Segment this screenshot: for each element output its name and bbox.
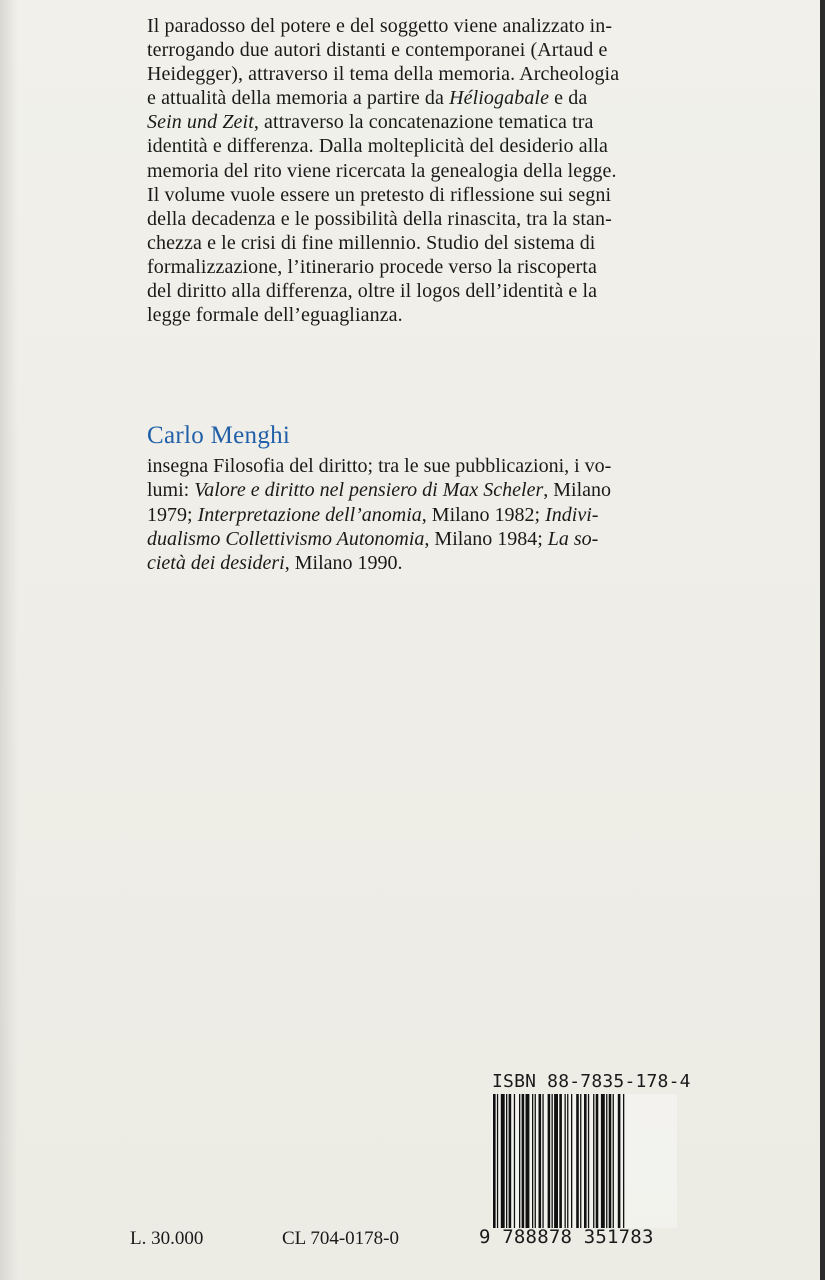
blurb-line: identità e differenza. Dalla molteplicità del desiderio alla	[147, 135, 608, 158]
bio-book-title: Interpretazione dell’anomia	[197, 503, 422, 526]
barcode-bar	[548, 1094, 551, 1228]
barcode-bar	[580, 1094, 581, 1228]
barcode-bar	[542, 1094, 543, 1228]
bio-text: 1979;	[147, 503, 198, 526]
blurb-text: e attualità della memoria a partire da	[147, 87, 450, 110]
barcode-bar	[596, 1094, 599, 1228]
price: L. 30.000	[130, 1228, 204, 1249]
ean-digits: 9 788878 351783	[479, 1226, 654, 1248]
barcode-bar	[535, 1094, 536, 1228]
blurb-line: Il volume vuole essere un pretesto di riflessione sui segni	[147, 183, 612, 206]
barcode-bar	[559, 1094, 562, 1228]
isbn-number: ISBN 88-7835-178-4	[492, 1071, 691, 1092]
barcode-bar	[532, 1094, 533, 1228]
barcode-bar	[576, 1094, 579, 1228]
barcode-bar	[539, 1094, 542, 1228]
barcode-bar	[601, 1094, 605, 1228]
barcode-bar	[497, 1094, 498, 1228]
spine-shadow	[0, 0, 18, 1280]
bio-text: , Milano 1984;	[424, 527, 548, 550]
barcode-bar	[618, 1094, 621, 1228]
bio-book-title: dualismo Collettivismo Autonomia	[147, 527, 425, 550]
blurb-line: terrogando due autori distanti e contemporanei (Artaud e	[147, 39, 608, 62]
blurb-line: Heidegger), attraverso il tema della memoria. Archeologia	[147, 63, 620, 86]
barcode-bar	[519, 1094, 520, 1228]
bio-text: , Milano 1982;	[421, 503, 546, 526]
barcode-bar	[584, 1094, 587, 1228]
barcode-bar	[493, 1094, 496, 1228]
bio-line	[147, 527, 675, 551]
back-cover-blurb	[147, 14, 675, 327]
barcode-bar	[565, 1094, 566, 1228]
barcode-bar	[501, 1094, 505, 1228]
author-bio	[147, 454, 675, 575]
barcode-bar	[522, 1094, 525, 1228]
blurb-line: formalizzazione, l’itinerario procede verso la riscoperta	[147, 255, 597, 278]
bio-line	[147, 503, 675, 527]
barcode-bar	[514, 1094, 515, 1228]
bio-text: , Milano 1990.	[284, 552, 403, 575]
bio-line: insegna Filosofia del diritto; tra le sue pubblicazioni, i vo-	[147, 455, 612, 477]
blurb-line	[147, 110, 675, 134]
blurb-text: , attraverso la concatenazione tematica tra	[253, 111, 594, 134]
barcode-bar	[588, 1094, 589, 1228]
blurb-line: chezza e le crisi di fine millennio. Studio del sistema di	[147, 231, 596, 254]
bio-text: , Milano	[543, 479, 612, 502]
barcode-bar	[593, 1094, 594, 1228]
bio-book-title: cietà dei desideri	[147, 552, 285, 575]
barcode	[491, 1094, 677, 1228]
catalog-code: CL 704-0178-0	[282, 1228, 399, 1249]
bio-book-title: La so-	[547, 527, 599, 550]
barcode-bar	[606, 1094, 607, 1228]
bio-text: lumi:	[147, 479, 195, 502]
cover-edge	[820, 0, 825, 1280]
blurb-italic-title: Sein und Zeit	[147, 111, 254, 134]
barcode-bar	[613, 1094, 614, 1228]
barcode-bar	[526, 1094, 530, 1228]
barcode-bar	[571, 1094, 572, 1228]
barcode-bar	[552, 1094, 553, 1228]
barcode-bar	[506, 1094, 507, 1228]
bio-line	[147, 478, 675, 502]
bio-book-title: Valore e diritto nel pensiero di Max Scheler	[194, 479, 544, 502]
bio-book-title: Indivi-	[545, 503, 599, 526]
blurb-text: e da	[549, 87, 588, 110]
author-name: Carlo Menghi	[147, 422, 291, 449]
blurb-line: memoria del rito viene ricercata la genealogia della legge.	[147, 159, 617, 182]
blurb-line: del diritto alla differenza, oltre il logos dell’identità e la	[147, 280, 598, 303]
bio-line	[147, 551, 675, 575]
barcode-bar	[509, 1094, 512, 1228]
blurb-line	[147, 86, 675, 110]
blurb-italic-title: Héliogabale	[449, 87, 550, 110]
barcode-bar	[554, 1094, 558, 1228]
blurb-line: legge formale dell’eguaglianza.	[147, 304, 403, 327]
barcode-bar	[623, 1094, 624, 1228]
barcode-bar	[567, 1094, 568, 1228]
blurb-line: Il paradosso del potere e del soggetto viene analizzato in-	[147, 15, 613, 37]
blurb-line: della decadenza e le possibilità della rinascita, tra la stan-	[147, 207, 612, 230]
barcode-bar	[609, 1094, 612, 1228]
